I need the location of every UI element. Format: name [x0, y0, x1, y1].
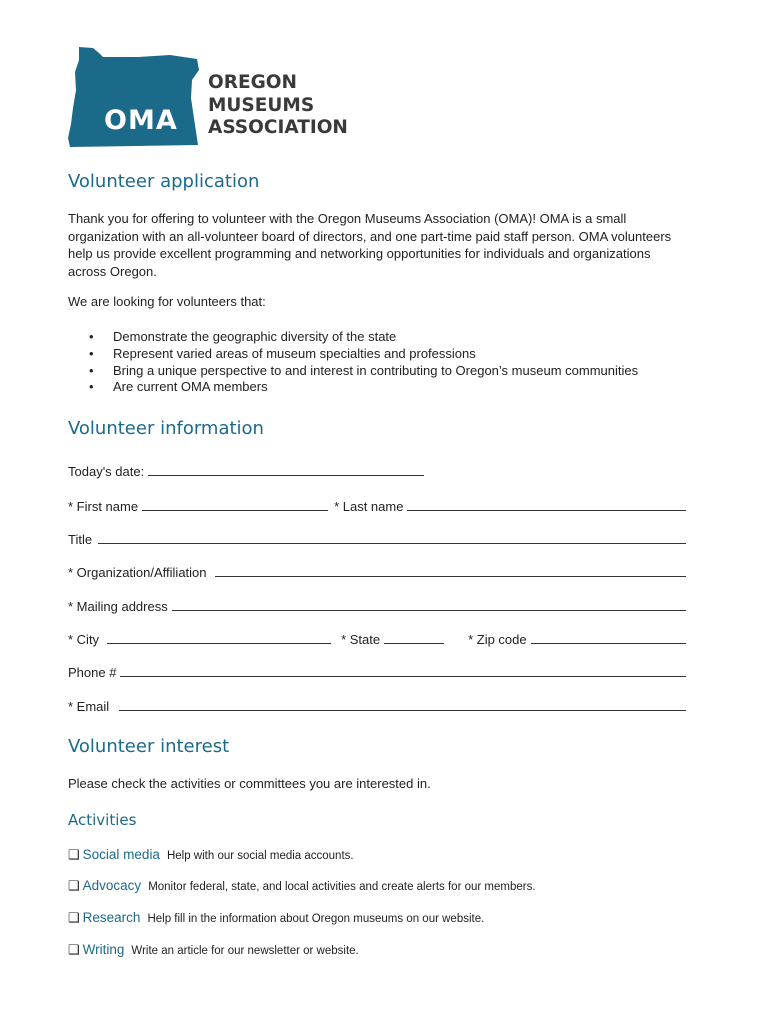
interest-heading: Volunteer interest	[68, 736, 230, 757]
activity-description: Help with our social media accounts.	[166, 850, 354, 862]
activity-advocacy	[68, 878, 536, 894]
state-label: * State	[341, 632, 381, 647]
state-field[interactable]	[384, 643, 444, 644]
first-name-label: * First name	[68, 499, 139, 514]
activity-description: Help fill in the information about Oregon museums on our website.	[147, 913, 485, 925]
application-heading: Volunteer application	[68, 171, 260, 192]
intro-paragraph: Thank you for offering to volunteer with the Oregon Museums Association (OMA)! OMA is a small organization with an all-volunteer board of directors, and one part-time paid staff person. OMA volunteers help us provide excellent programming and networking opportunities for individuals and organizations across Oregon.	[68, 211, 672, 279]
criteria-item: • Represent varied areas of museum specialties and professions	[68, 346, 638, 363]
activity-description: Monitor federal, state, and local activities and create alerts for our members.	[148, 881, 536, 893]
activity-description: Write an article for our newsletter or website.	[131, 945, 359, 957]
mailing-address-row	[68, 596, 686, 614]
logo-line-1: OREGON	[208, 72, 298, 93]
logo-wordmark	[208, 72, 348, 140]
activity-research	[68, 910, 484, 926]
activity-writing	[68, 942, 359, 958]
phone-field[interactable]	[120, 676, 686, 677]
email-field[interactable]	[119, 710, 686, 711]
city-field[interactable]	[107, 643, 331, 644]
email-label: * Email	[68, 699, 110, 714]
criteria-item: • Demonstrate the geographic diversity of the state	[68, 329, 638, 346]
name-row	[68, 496, 686, 514]
mailing-address-label: * Mailing address	[68, 599, 168, 614]
logo-line-3: ASSOCIATION	[208, 117, 348, 138]
last-name-label: * Last name	[334, 499, 404, 514]
checkbox-icon[interactable]: ❑	[68, 910, 80, 925]
criteria-item: • Bring a unique perspective to and interest in contributing to Oregon’s museum communities	[68, 363, 638, 380]
info-heading: Volunteer information	[68, 418, 264, 439]
activity-name: Writing	[82, 942, 125, 957]
zip-label: * Zip code	[468, 632, 527, 647]
logo-abbreviation: OMA	[104, 105, 178, 136]
looking-for-text: We are looking for volunteers that:	[68, 294, 266, 309]
checkbox-icon[interactable]: ❑	[68, 878, 80, 893]
activity-name: Research	[82, 910, 141, 925]
title-label: Title	[68, 532, 93, 547]
zip-field[interactable]	[531, 643, 686, 644]
criteria-list	[68, 329, 638, 396]
todays-date-label: Today's date:	[68, 464, 145, 479]
city-state-zip-row	[68, 629, 686, 647]
phone-row	[68, 662, 686, 680]
activity-name: Advocacy	[82, 878, 142, 893]
todays-date-field[interactable]	[148, 475, 424, 476]
todays-date-row	[68, 461, 686, 479]
phone-label: Phone #	[68, 665, 117, 680]
interest-instructions: Please check the activities or committees you are interested in.	[68, 776, 431, 791]
first-name-field[interactable]	[142, 510, 328, 511]
mailing-address-field[interactable]	[172, 610, 686, 611]
activity-name: Social media	[82, 847, 160, 862]
checkbox-icon[interactable]: ❑	[68, 847, 80, 862]
checkbox-icon[interactable]: ❑	[68, 942, 80, 957]
city-label: * City	[68, 632, 100, 647]
title-field[interactable]	[98, 543, 686, 544]
organization-label: * Organization/Affiliation	[68, 565, 207, 580]
criteria-item: • Are current OMA members	[68, 379, 638, 396]
logo-line-2: MUSEUMS	[208, 94, 315, 116]
organization-field[interactable]	[215, 576, 686, 577]
title-row	[68, 529, 686, 547]
last-name-field[interactable]	[407, 510, 686, 511]
email-row	[68, 696, 686, 714]
oma-logo	[66, 46, 366, 150]
organization-row	[68, 562, 686, 580]
activity-social-media	[68, 847, 354, 863]
activities-heading: Activities	[68, 811, 137, 829]
